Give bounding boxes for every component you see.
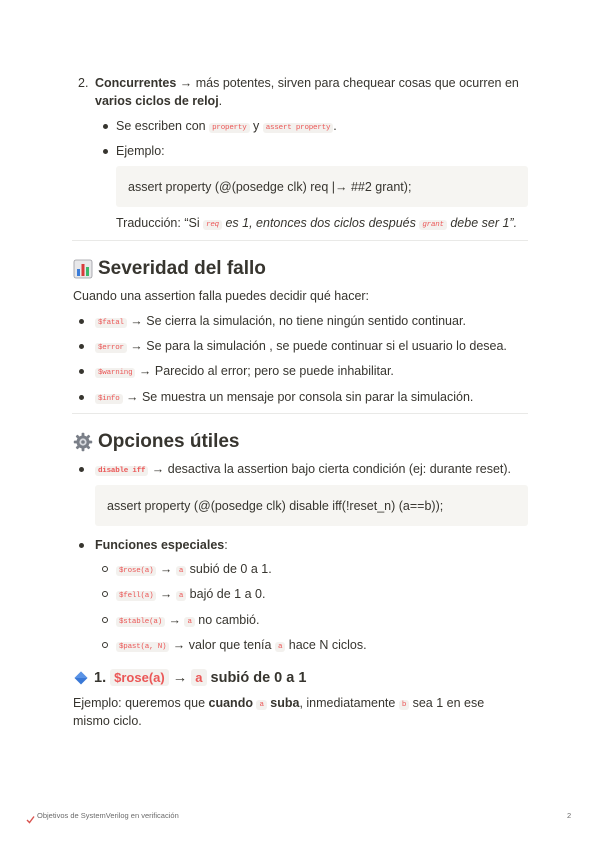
code-block-1-text: assert property (@(posedge clk) req |→ ##2 grant);	[128, 179, 412, 194]
severity-item-text: → Se muestra un mensaje por consola sin parar la simulación.	[126, 390, 474, 404]
section-title-severity: Severidad del fallo	[98, 258, 266, 279]
bullet	[79, 369, 84, 374]
footer-title: Objetivos de SystemVerilog en verificación	[37, 811, 179, 820]
subsection-title	[94, 668, 306, 688]
severity-item	[95, 388, 473, 408]
code-stable: $stable(a)	[116, 617, 165, 627]
divider	[72, 240, 528, 241]
code-property: property	[209, 123, 249, 133]
gear-icon	[73, 432, 93, 452]
code-block-2	[95, 485, 528, 526]
code-a: a	[176, 566, 186, 576]
example2-line1	[73, 694, 484, 714]
functions-label: Funciones especiales	[95, 538, 225, 552]
item2-text: más potentes, sirven para chequear cosas que ocurren en	[192, 76, 519, 90]
example-label: Ejemplo:	[116, 144, 165, 158]
severity-item	[95, 312, 466, 332]
example2-end: sea 1 en ese	[412, 696, 485, 710]
code-error: $error	[95, 343, 127, 353]
arrow: →	[159, 562, 173, 576]
code-rose-heading: $rose(a)	[110, 669, 169, 686]
writing-line	[116, 117, 337, 137]
term-concurrentes: Concurrentes	[95, 76, 177, 90]
bullet-circle	[102, 591, 108, 597]
list-number: 2.	[78, 76, 89, 90]
code-req: req	[203, 220, 222, 230]
severity-item-text: → Se cierra la simulación, no tiene ningún sentido continuar.	[130, 314, 466, 328]
code-rose: $rose(a)	[116, 566, 156, 576]
blue-diamond-icon	[74, 671, 88, 685]
code-grant: grant	[419, 220, 447, 230]
function-text: hace N ciclos.	[288, 638, 367, 652]
arrow: →	[172, 670, 188, 686]
bullet-circle	[102, 642, 108, 648]
period: .	[333, 119, 337, 133]
function-item	[116, 636, 367, 656]
item2-line2	[95, 92, 222, 110]
bullet-circle	[102, 566, 108, 572]
function-text-pre: valor que tenía	[188, 638, 272, 652]
code-warning: $warning	[95, 368, 135, 378]
code-disable-iff: disable iff	[95, 466, 148, 476]
function-item	[116, 611, 259, 631]
severity-item-text: → Se para la simulación , se puede continuar si el usuario lo desea.	[130, 339, 507, 353]
disable-iff-text: → desactiva la assertion bajo cierta condición (ej: durante reset).	[151, 462, 512, 476]
page-number: 2	[567, 811, 572, 820]
translation-middle: es 1, entonces dos ciclos después	[225, 216, 416, 230]
item2-bold: varios ciclos de reloj	[95, 94, 219, 108]
code-a: a	[256, 700, 266, 710]
example2-prefix: Ejemplo: queremos que	[73, 696, 206, 710]
severity-item	[95, 337, 507, 357]
function-item	[116, 560, 272, 580]
function-text: no cambió.	[198, 613, 260, 627]
functions-heading	[95, 536, 228, 554]
arrow: →	[159, 587, 173, 601]
function-item	[116, 585, 265, 605]
period: .	[218, 94, 223, 108]
code-a: a	[275, 642, 285, 652]
example2-bold-cuando: cuando	[208, 696, 253, 710]
code-a: a	[176, 591, 186, 601]
arrow: →	[168, 613, 181, 627]
code-fell: $fell(a)	[116, 591, 156, 601]
subsection-number: 1.	[94, 670, 107, 686]
function-text: subió de 0 a 1.	[189, 562, 272, 576]
example2-middle: , inmediatamente	[299, 696, 396, 710]
example2-line2: mismo ciclo.	[73, 714, 142, 728]
bullet	[79, 467, 84, 472]
item2-line1	[95, 74, 519, 92]
severity-item	[95, 362, 394, 382]
bullet	[79, 319, 84, 324]
arrow: →	[179, 76, 193, 90]
example2-bold-suba: suba	[270, 696, 300, 710]
writing-middle: y	[253, 119, 260, 133]
translation-end: debe ser 1”.	[450, 216, 518, 230]
code-block-2-text: assert property (@(posedge clk) disable iff(!reset_n) (a==b));	[107, 498, 444, 513]
code-block-1	[116, 166, 528, 207]
colon: :	[224, 538, 228, 552]
bullet-circle	[102, 617, 108, 623]
divider	[72, 413, 528, 414]
translation-prefix: Traducción: “Si	[116, 216, 200, 230]
code-a-heading: a	[191, 669, 206, 686]
subsection-text: subió de 0 a 1	[210, 670, 307, 686]
section-title-options: Opciones útiles	[98, 431, 240, 452]
code-fatal: $fatal	[95, 318, 127, 328]
arrow: →	[172, 638, 186, 652]
bullet	[103, 149, 108, 154]
severity-item-text: → Parecido al error; pero se puede inhabilitar.	[138, 364, 394, 378]
function-text: bajó de 1 a 0.	[189, 587, 266, 601]
bullet	[103, 124, 108, 129]
bullet	[79, 543, 84, 548]
code-assert-property: assert property	[263, 123, 334, 133]
bar-chart-icon	[73, 259, 93, 279]
bullet	[79, 344, 84, 349]
writing-prefix: Se escriben con	[116, 119, 206, 133]
translation-line	[116, 214, 517, 234]
disable-iff-line	[95, 460, 511, 480]
code-a: a	[184, 617, 194, 627]
code-b: b	[399, 700, 409, 710]
code-past: $past(a, N)	[116, 642, 169, 652]
check-icon	[26, 811, 35, 820]
severity-intro: Cuando una assertion falla puedes decidir qué hacer:	[73, 289, 370, 303]
bullet	[79, 395, 84, 400]
code-info: $info	[95, 394, 123, 404]
